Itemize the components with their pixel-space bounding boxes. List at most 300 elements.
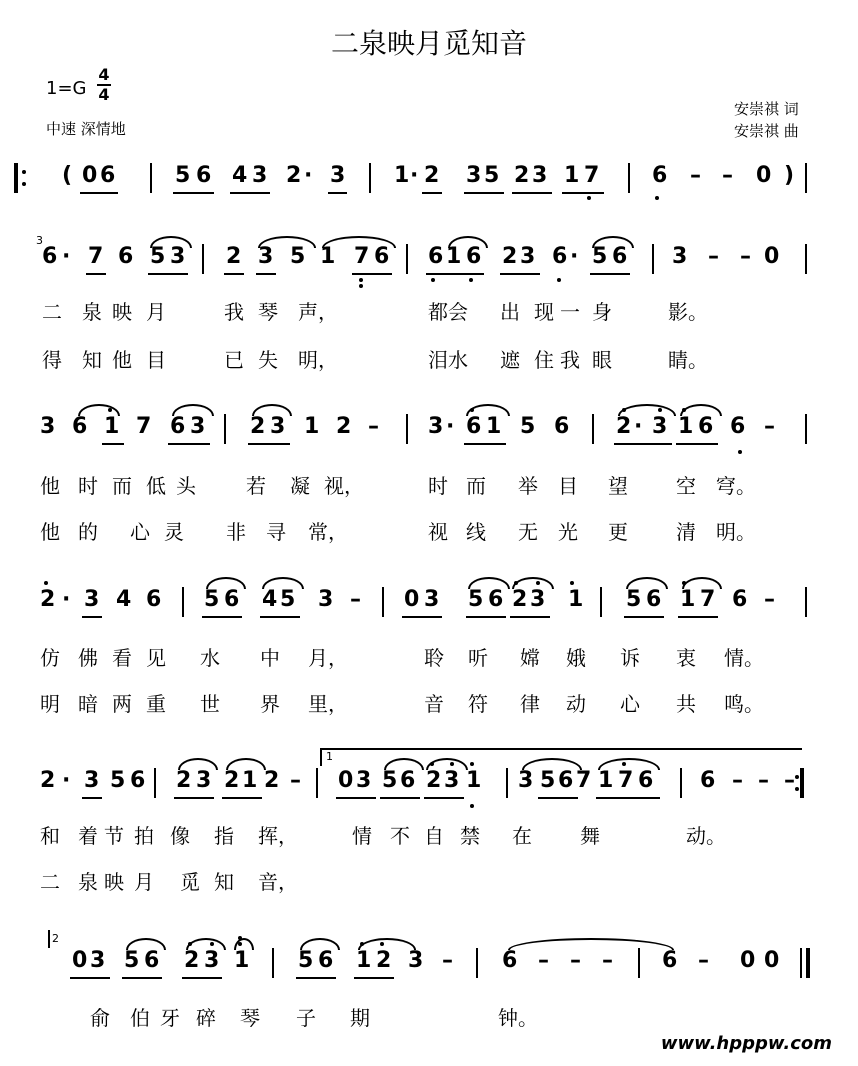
lyric-char: 无	[518, 520, 538, 544]
tie-slur	[512, 577, 554, 589]
note-glyph: 6	[502, 948, 518, 973]
lyric-char: 视	[428, 520, 448, 544]
underline-beam	[222, 797, 262, 799]
note-glyph: 2	[264, 768, 280, 793]
tie-slur	[300, 938, 340, 950]
note-glyph: 5	[290, 244, 306, 269]
barline	[224, 414, 226, 444]
composer-credit: 安崇祺 曲	[734, 122, 799, 140]
lyric-char: 觅	[180, 870, 200, 894]
lyric-char: 明，	[298, 348, 338, 372]
tie-slur	[508, 938, 674, 950]
note-glyph: 5	[175, 163, 191, 188]
lyric-char: 看	[112, 646, 132, 670]
note-glyph: 2	[426, 768, 442, 793]
note-glyph: 6	[428, 244, 444, 269]
lyric-char: 情	[352, 824, 372, 848]
underline-beam	[676, 443, 718, 445]
note-glyph: 6	[100, 163, 116, 188]
note-glyph: 2	[286, 163, 302, 188]
underline-beam	[296, 977, 336, 979]
lyric-char: 节	[104, 824, 124, 848]
note-glyph: 3	[424, 587, 440, 612]
octave-dot	[795, 787, 799, 791]
note-glyph: 6	[374, 244, 390, 269]
note-glyph: 3	[518, 768, 534, 793]
underline-beam	[260, 616, 300, 618]
barline	[628, 163, 630, 193]
note-glyph: 6	[612, 244, 628, 269]
lyric-char: 映	[112, 300, 132, 324]
lyric-char: 牙	[160, 1006, 180, 1030]
note-glyph: –	[350, 587, 361, 612]
ending-bracket	[320, 748, 322, 766]
note-glyph: 2	[424, 163, 440, 188]
lyric-char: 水	[448, 348, 468, 372]
lyric-char: 若	[246, 474, 266, 498]
note-glyph: 2	[250, 414, 266, 439]
lyric-char: 鸣。	[724, 692, 764, 716]
note-glyph: 1	[234, 948, 250, 973]
underline-beam	[538, 797, 578, 799]
octave-dot	[44, 581, 48, 585]
lyric-char: 琴	[240, 1006, 260, 1030]
note-glyph: 2	[224, 768, 240, 793]
note-glyph: 1	[304, 414, 320, 439]
barline	[316, 768, 318, 798]
note-glyph: 3	[356, 768, 372, 793]
underline-beam	[182, 977, 222, 979]
lyric-char: 水	[200, 646, 220, 670]
lyric-char: 月	[146, 300, 166, 324]
underline-beam	[510, 616, 550, 618]
note-glyph: 5	[280, 587, 296, 612]
tie-slur	[178, 758, 218, 770]
lyric-char: 心	[620, 692, 640, 716]
lyric-char: 挥，	[258, 824, 298, 848]
note-glyph: 3	[84, 587, 100, 612]
note-glyph: 3	[270, 414, 286, 439]
underline-beam	[122, 977, 162, 979]
note-glyph: 3	[444, 768, 460, 793]
underline-beam	[328, 192, 347, 194]
time-sig-top: 4	[98, 65, 110, 84]
octave-dot	[622, 762, 626, 766]
key-signature: 1=G	[46, 78, 87, 99]
note-glyph: 3	[672, 244, 688, 269]
note-glyph: 2	[512, 587, 528, 612]
underline-beam	[590, 273, 630, 275]
lyric-char: 碎	[196, 1006, 216, 1030]
lyric-char: 界	[260, 692, 280, 716]
lyric-char: 动	[566, 692, 586, 716]
watermark: www.hpppw.com	[660, 1033, 832, 1054]
note-glyph: 3	[252, 163, 268, 188]
lyric-char: 嫦	[520, 646, 540, 670]
note-glyph: 4	[262, 587, 278, 612]
lyric-char: 现	[534, 300, 554, 324]
lyric-char: 聆	[424, 646, 444, 670]
underline-beam	[426, 273, 446, 275]
note-glyph: 0	[404, 587, 420, 612]
tie-slur	[468, 577, 510, 589]
note-glyph: 3	[318, 587, 334, 612]
note-glyph: 6	[698, 414, 714, 439]
note-glyph: 2	[616, 414, 632, 439]
underline-beam	[80, 192, 118, 194]
lyric-char: 出	[500, 300, 520, 324]
note-glyph: 3	[530, 587, 546, 612]
lyric-char: 中	[260, 646, 280, 670]
underline-beam	[636, 797, 660, 799]
note-glyph: 0	[764, 244, 780, 269]
octave-dot	[380, 942, 384, 946]
note-glyph: 7	[136, 414, 152, 439]
note-glyph: 3	[170, 244, 186, 269]
tempo-marking: 中速 深情地	[46, 120, 126, 138]
underline-beam	[352, 273, 392, 275]
lyric-char: 明	[40, 692, 60, 716]
note-glyph: –	[290, 768, 301, 793]
barline	[154, 768, 156, 798]
note-glyph: 7	[576, 768, 592, 793]
lyric-char: 影。	[668, 300, 708, 324]
octave-dot	[22, 170, 26, 174]
octave-dot	[238, 936, 242, 940]
lyric-char: 自	[424, 824, 444, 848]
lyric-char: 像	[170, 824, 190, 848]
tie-slur	[598, 758, 660, 770]
note-glyph: 2	[176, 768, 192, 793]
lyric-char: 声，	[298, 300, 338, 324]
note-glyph: 2	[502, 244, 518, 269]
ending-bracket	[320, 748, 802, 750]
octave-dot	[587, 196, 591, 200]
note-glyph: 0	[82, 163, 98, 188]
note-glyph: 5	[298, 948, 314, 973]
octave-dot	[210, 942, 214, 946]
song-title: 二泉映月觅知音	[330, 27, 527, 60]
lyric-char: 眼	[592, 348, 612, 372]
tie-slur	[592, 236, 634, 248]
tie-slur	[680, 404, 722, 416]
note-glyph: 7	[618, 768, 634, 793]
note-glyph: –	[602, 948, 613, 973]
underline-beam	[596, 797, 636, 799]
barline	[805, 414, 807, 444]
lyricist-credit: 安崇祺 词	[734, 100, 799, 118]
grace-note: 3	[36, 234, 43, 247]
note-glyph: –	[732, 768, 743, 793]
note-glyph: 3	[40, 414, 56, 439]
barline	[369, 163, 371, 193]
lyric-char: 我	[560, 348, 580, 372]
lyric-char: 寻	[266, 520, 286, 544]
underline-beam	[424, 797, 464, 799]
lyric-char: 不	[390, 824, 410, 848]
lyric-char: 共	[676, 692, 696, 716]
lyric-char: 佛	[78, 646, 98, 670]
note-glyph: 7	[700, 587, 716, 612]
lyric-char: 举	[518, 474, 538, 498]
barline	[638, 948, 640, 978]
note-glyph: ·	[62, 768, 71, 793]
octave-dot	[536, 581, 540, 585]
barline	[406, 414, 408, 444]
lyric-char: 月，	[308, 646, 348, 670]
note-glyph: 6	[662, 948, 678, 973]
note-glyph: 2	[514, 163, 530, 188]
underline-beam	[464, 443, 506, 445]
lyric-char: 禁	[460, 824, 480, 848]
note-glyph: 5	[484, 163, 500, 188]
underline-beam	[102, 443, 124, 445]
barline	[652, 244, 654, 274]
underline-beam	[224, 273, 244, 275]
lyric-char: 琴	[258, 300, 278, 324]
note-glyph: 2	[40, 587, 56, 612]
note-glyph: ·	[634, 414, 643, 439]
time-sig-bottom: 4	[98, 85, 110, 104]
note-glyph: 1	[680, 587, 696, 612]
note-glyph: ·	[62, 244, 71, 269]
octave-dot	[470, 762, 474, 766]
tie-slur	[126, 938, 166, 950]
lyric-char: 重	[146, 692, 166, 716]
underline-beam	[380, 797, 420, 799]
barline	[805, 163, 807, 193]
note-glyph: 6	[646, 587, 662, 612]
lyric-char: 光	[558, 520, 578, 544]
ending-bracket	[48, 930, 50, 948]
lyric-char: 知	[82, 348, 102, 372]
underline-beam	[500, 273, 540, 275]
note-glyph: )	[784, 163, 795, 188]
lyric-char: 指	[214, 824, 234, 848]
final-barline	[806, 948, 810, 978]
octave-dot	[469, 278, 473, 282]
note-glyph: ·	[570, 244, 579, 269]
ending-number: 2	[52, 932, 59, 945]
final-barline	[800, 948, 802, 978]
note-glyph: –	[698, 948, 709, 973]
lyric-char: 空	[676, 474, 696, 498]
octave-dot	[22, 182, 26, 186]
tie-slur	[626, 577, 668, 589]
note-glyph: 5	[382, 768, 398, 793]
note-glyph: 2	[226, 244, 242, 269]
octave-dot	[738, 450, 742, 454]
barline	[476, 948, 478, 978]
barline	[150, 163, 152, 193]
underline-beam	[82, 797, 102, 799]
note-glyph: 6	[170, 414, 186, 439]
lyric-char: 动。	[686, 824, 726, 848]
octave-dot	[570, 581, 574, 585]
note-glyph: 4	[116, 587, 132, 612]
note-glyph: 5	[124, 948, 140, 973]
note-glyph: 0	[764, 948, 780, 973]
lyric-char: 娥	[566, 646, 586, 670]
note-glyph: 3	[90, 948, 106, 973]
barline	[382, 587, 384, 617]
note-glyph: 2	[336, 414, 352, 439]
note-glyph: –	[758, 768, 769, 793]
note-glyph: 3	[652, 414, 668, 439]
note-glyph: 0	[740, 948, 756, 973]
lyric-char: 都	[428, 300, 448, 324]
note-glyph: 1	[466, 768, 482, 793]
lyric-char: 二	[42, 300, 62, 324]
note-glyph: 2	[40, 768, 56, 793]
note-glyph: 1	[678, 414, 694, 439]
lyric-char: 着	[78, 824, 98, 848]
lyric-char: 泪	[428, 348, 448, 372]
underline-beam	[256, 273, 276, 275]
lyric-char: 在	[512, 824, 532, 848]
lyric-char: 而	[112, 474, 132, 498]
lyric-char: 伯	[130, 1006, 150, 1030]
lyric-char: 钟。	[498, 1006, 538, 1030]
tie-slur	[384, 758, 424, 770]
note-glyph: ·	[446, 414, 455, 439]
octave-dot	[682, 408, 686, 412]
octave-dot	[431, 278, 435, 282]
note-glyph: 5	[592, 244, 608, 269]
lyric-char: 望	[608, 474, 628, 498]
note-glyph: –	[764, 587, 775, 612]
underline-beam	[624, 616, 664, 618]
barline	[272, 948, 274, 978]
lyric-char: 目	[146, 348, 166, 372]
note-glyph: 3	[428, 414, 444, 439]
lyric-char: 时	[78, 474, 98, 498]
note-glyph: 3	[408, 948, 424, 973]
underline-beam	[512, 192, 552, 194]
lyric-char: 映	[104, 870, 124, 894]
underline-beam	[202, 616, 242, 618]
note-glyph: 6	[652, 163, 668, 188]
underline-beam	[86, 273, 106, 275]
lyric-char: 失	[258, 348, 278, 372]
barline	[680, 768, 682, 798]
note-glyph: 6	[466, 414, 482, 439]
barline	[805, 244, 807, 274]
note-glyph: 7	[88, 244, 104, 269]
lyric-char: 清	[676, 520, 696, 544]
note-glyph: 5	[110, 768, 126, 793]
lyric-char: 听	[468, 646, 488, 670]
lyric-char: 知	[214, 870, 234, 894]
note-glyph: 3	[196, 768, 212, 793]
note-glyph: 6	[146, 587, 162, 612]
octave-dot	[622, 408, 626, 412]
note-glyph: 0	[756, 163, 772, 188]
note-glyph: 6	[552, 244, 568, 269]
note-glyph: 6	[72, 414, 88, 439]
lyric-char: 他	[112, 348, 132, 372]
lyric-char: 暗	[78, 692, 98, 716]
lyric-char: 住	[534, 348, 554, 372]
note-glyph: 6	[144, 948, 160, 973]
tie-slur	[258, 236, 316, 248]
note-glyph: 6	[466, 244, 482, 269]
tie-slur	[262, 577, 304, 589]
note-glyph: 3	[204, 948, 220, 973]
underline-beam	[678, 616, 718, 618]
tie-slur	[682, 577, 722, 589]
lyric-char: 他	[40, 474, 60, 498]
note-glyph: –	[708, 244, 719, 269]
note-glyph: 3	[532, 163, 548, 188]
tie-slur	[448, 236, 488, 248]
tie-slur	[358, 938, 416, 950]
lyric-char: 律	[520, 692, 540, 716]
note-glyph: –	[570, 948, 581, 973]
octave-dot	[557, 278, 561, 282]
note-glyph: 6	[118, 244, 134, 269]
barline	[202, 244, 204, 274]
note-glyph: 5	[150, 244, 166, 269]
lyric-char: 情。	[724, 646, 764, 670]
note-glyph: 6	[488, 587, 504, 612]
lyric-char: 心	[130, 520, 150, 544]
octave-dot	[450, 762, 454, 766]
note-glyph: 7	[584, 163, 600, 188]
note-glyph: 5	[468, 587, 484, 612]
note-glyph: 5	[204, 587, 220, 612]
lyric-char: 凝	[290, 474, 310, 498]
tie-slur	[522, 758, 582, 770]
lyric-char: 仿	[40, 646, 60, 670]
octave-dot	[430, 762, 434, 766]
octave-dot	[360, 942, 364, 946]
note-glyph: (	[62, 163, 73, 188]
note-glyph: –	[784, 768, 795, 793]
note-glyph: 6	[638, 768, 654, 793]
tie-slur	[206, 577, 246, 589]
lyric-char: 而	[466, 474, 486, 498]
note-glyph: 6	[558, 768, 574, 793]
tie-slur	[252, 404, 292, 416]
underline-beam	[82, 616, 102, 618]
lyric-char: 会	[448, 300, 468, 324]
note-glyph: 5	[520, 414, 536, 439]
lyric-char: 线	[466, 520, 486, 544]
barline	[592, 414, 594, 444]
underline-beam	[248, 443, 290, 445]
note-glyph: 1	[242, 768, 258, 793]
octave-dot	[238, 942, 242, 946]
note-glyph: 1	[356, 948, 372, 973]
note-glyph: 6	[732, 587, 748, 612]
lyric-char: 音	[424, 692, 444, 716]
lyric-char: 目	[558, 474, 578, 498]
lyric-char: 泉	[82, 300, 102, 324]
lyric-char: 音，	[258, 870, 298, 894]
lyric-char: 时	[428, 474, 448, 498]
lyric-char: 头	[176, 474, 196, 498]
note-glyph: 5	[540, 768, 556, 793]
note-glyph: 3	[466, 163, 482, 188]
lyric-char: 身	[592, 300, 612, 324]
note-glyph: 7	[354, 244, 370, 269]
octave-dot	[795, 775, 799, 779]
note-glyph: 1	[564, 163, 580, 188]
note-glyph: 1	[104, 414, 120, 439]
barline	[406, 244, 408, 274]
note-glyph: 0	[72, 948, 88, 973]
